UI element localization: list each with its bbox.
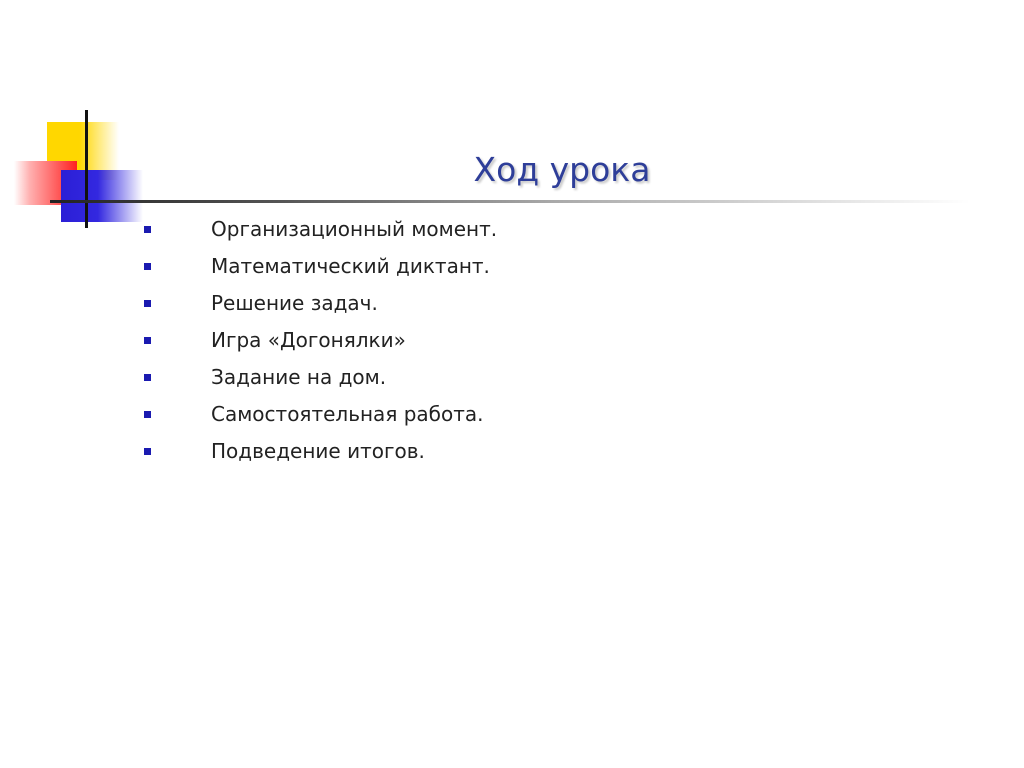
- list-item-label: Организационный момент.: [211, 217, 498, 241]
- slide-title: Ход урока: [473, 150, 651, 189]
- list-item-label: Игра «Догонялки»: [211, 328, 406, 352]
- corner-decoration: [0, 0, 1024, 240]
- square-bullet-icon: [144, 374, 151, 381]
- list-item-label: Самостоятельная работа.: [211, 402, 484, 426]
- list-item-label: Решение задач.: [211, 291, 378, 315]
- square-bullet-icon: [144, 337, 151, 344]
- square-bullet-icon: [144, 448, 151, 455]
- square-bullet-icon: [144, 300, 151, 307]
- square-bullet-icon: [144, 263, 151, 270]
- list-item-label: Математический диктант.: [211, 254, 490, 278]
- title-underline: [50, 200, 970, 203]
- square-bullet-icon: [144, 226, 151, 233]
- list-item-label: Подведение итогов.: [211, 439, 425, 463]
- list-item-label: Задание на дом.: [211, 365, 387, 389]
- square-bullet-icon: [144, 411, 151, 418]
